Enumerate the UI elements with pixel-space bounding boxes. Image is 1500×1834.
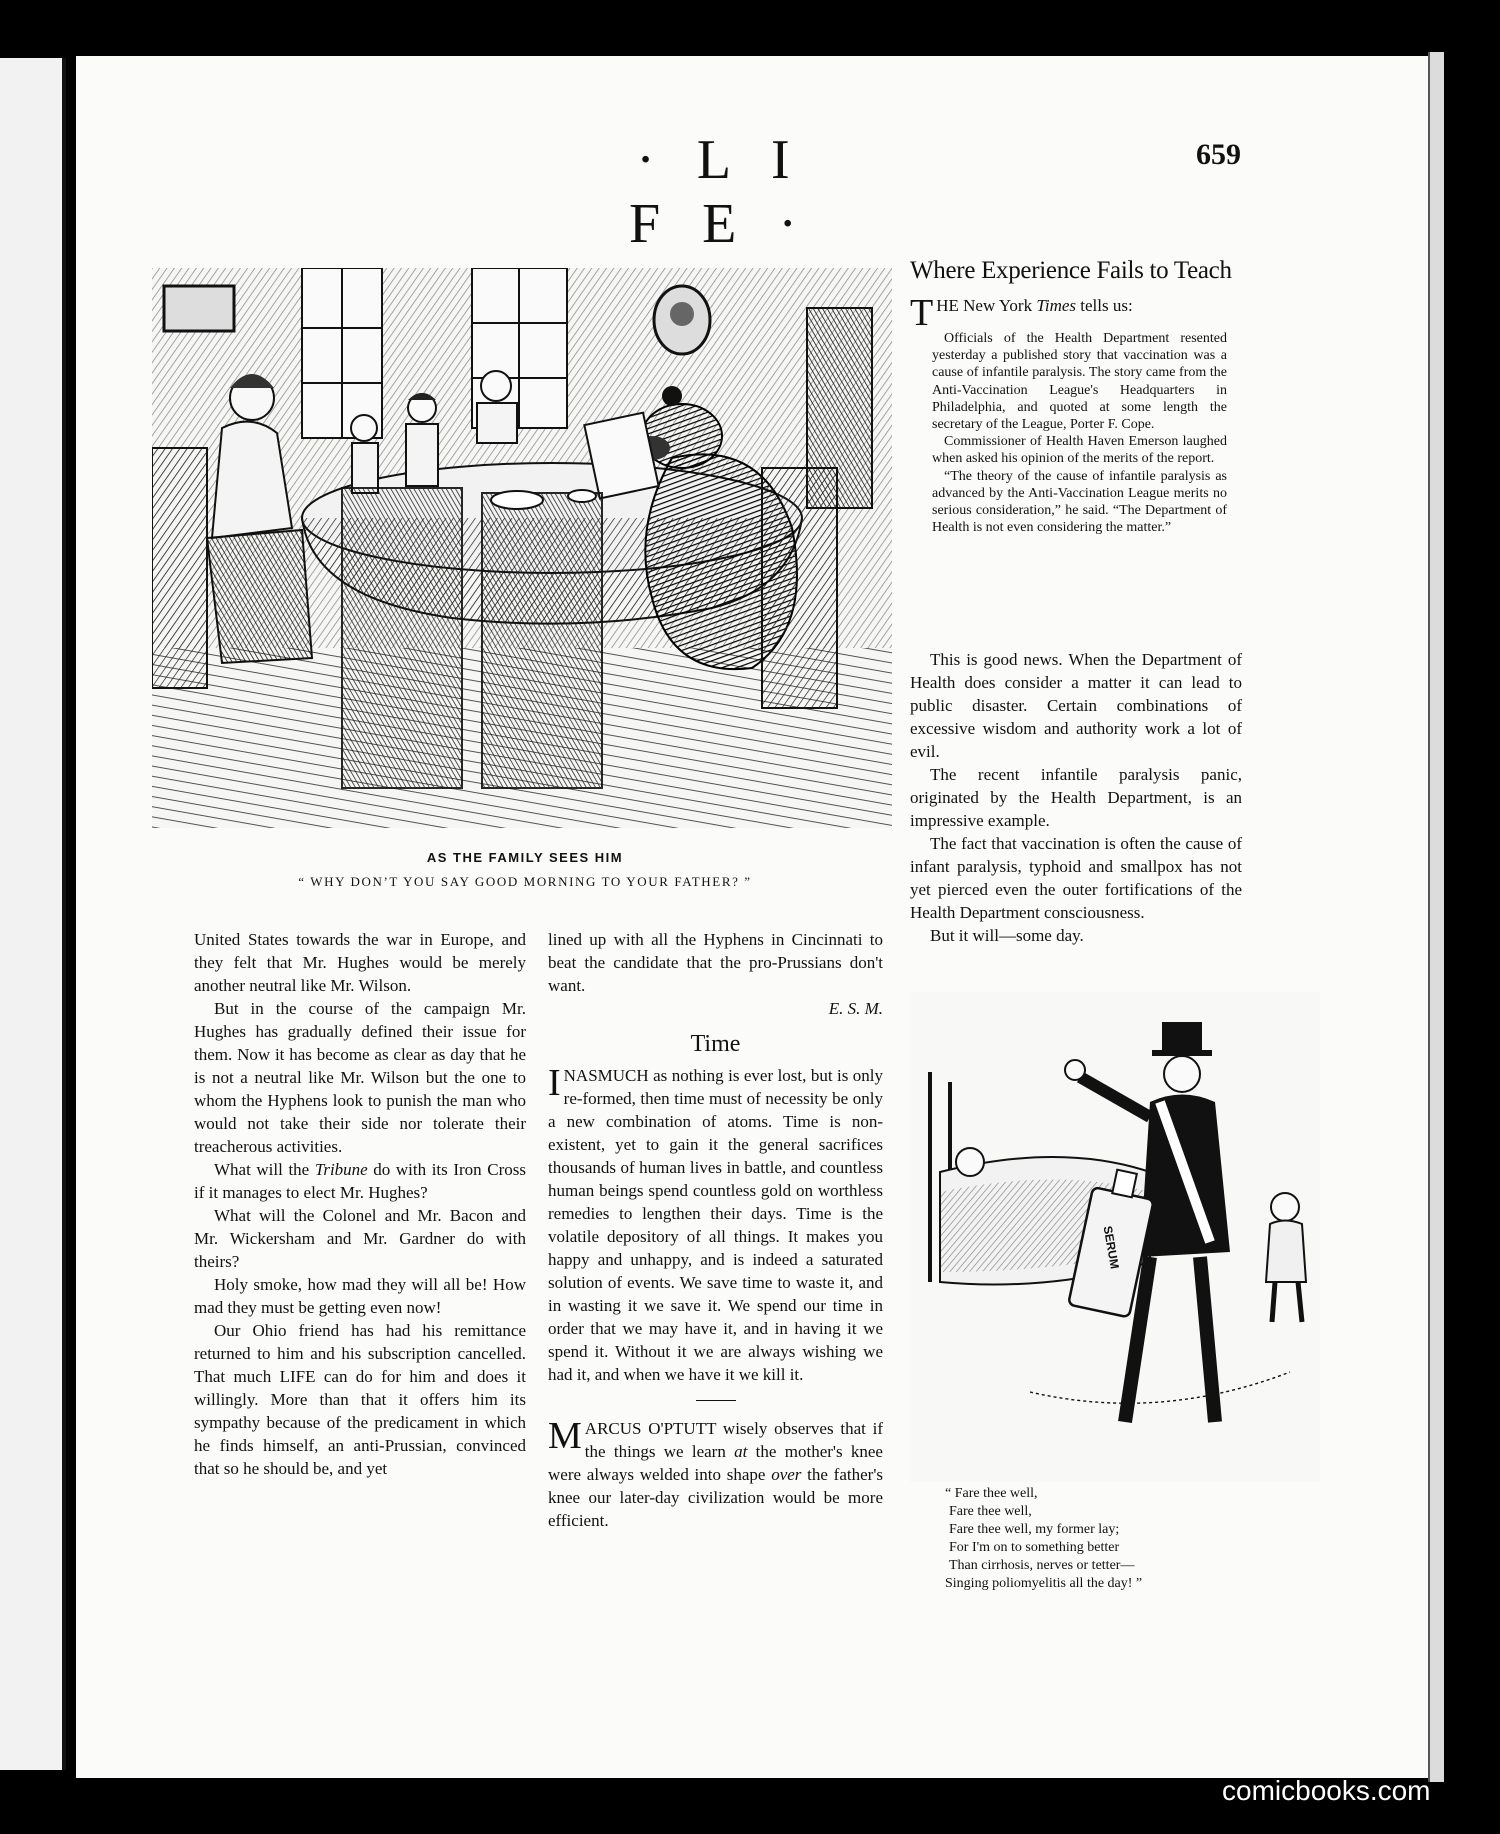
serum-drawing bbox=[910, 992, 1320, 1482]
quote-paragraph: Commissioner of Health Haven Emerson laughed when asked his opinion of the merits of the report. bbox=[932, 434, 1227, 467]
page-number: 659 bbox=[1196, 138, 1241, 171]
time-heading: Time bbox=[690, 1031, 741, 1057]
poem-line: Than cirrhosis, nerves or tetter— bbox=[949, 1558, 1135, 1573]
col2-paragraph: lined up with all the Hyphens in Cincinnati to beat the candidate that the pro-Prussians don't want. bbox=[548, 930, 883, 995]
col1-paragraph: United States towards the war in Europe, and they felt that Mr. Hughes would be merely another neutral like Mr. Wilson. bbox=[194, 930, 526, 995]
col3-paragraph: This is good news. When the Department of Health does consider a matter it can lead to public disaster. Certain combinations of excessive wisdom and authority work a lot of evil. bbox=[910, 650, 1242, 761]
col1-paragraph: Holy smoke, how mad they will all be! How mad they must be getting even now! bbox=[194, 1275, 526, 1317]
poem-line: For I'm on to something better bbox=[949, 1540, 1120, 1555]
column-2 bbox=[548, 928, 883, 1532]
poem-line: “ Fare thee well, bbox=[945, 1486, 1038, 1501]
serum-label: SERUM bbox=[1100, 1224, 1122, 1270]
drop-cap: M bbox=[548, 1415, 582, 1457]
masthead: · L I F E · bbox=[629, 129, 811, 255]
editorial-signature: E. S. M. bbox=[828, 999, 883, 1018]
quote-paragraph: “The theory of the cause of infantile paralysis as advanced by the Anti-Vaccination League merits no serious consideration,” he said. “The Department of Health is not even considering the matter.” bbox=[932, 468, 1227, 536]
column-1 bbox=[194, 928, 526, 1480]
section-divider bbox=[696, 1400, 736, 1401]
drop-cap: T bbox=[910, 292, 934, 334]
site-watermark: comicbooks.com bbox=[1222, 1775, 1431, 1806]
drop-cap: I bbox=[548, 1062, 561, 1104]
poem-line: Fare thee well, my former lay; bbox=[949, 1522, 1120, 1537]
cartoon-caption-title: AS THE FAMILY SEES HIM bbox=[426, 850, 624, 865]
col3-paragraph: The fact that vaccination is often the cause of infant paralysis, typhoid and smallpox has not yet pierced even the outer fortifications of the Health Department consciousness. bbox=[910, 834, 1242, 922]
serum-cartoon bbox=[910, 992, 1320, 1482]
newspaper-quote bbox=[932, 330, 1227, 536]
time-article: INASMUCH as nothing is ever lost, but is only re-formed, then time must of necessity be only a new combination of atoms. Time is non-existent, yet to gain it the general sacrifices thousands of human lives in battle, and countless human beings spend countless gold on worthless remedies to lengthen their days. Time is the volatile depository of all things. It makes you happy and unhappy, and is indeed a saturated solution of events. We save time to waste it, and in wasting it we save it. We spend our time in order that we may have it, and in having it we spend it. Without it we are always wishing we had it, and when we have it we kill it. bbox=[548, 1062, 883, 1384]
column-3 bbox=[910, 648, 1242, 947]
col1-paragraph: But in the course of the campaign Mr. Hughes has gradually defined their issue for them. Now it has become as clear as day that he is not a neutral like Mr. Wilson but the one to whom the Hyphens look to punish the man who would not take their side nor tolerate their treacherous activities. bbox=[194, 999, 526, 1156]
serum-poem bbox=[945, 1485, 1245, 1593]
poem-line: Fare thee well, bbox=[949, 1504, 1032, 1519]
col1-paragraph: Our Ohio friend has had his remittance returned to him and his subscription cancelled. That much LIFE can do for him and does it willingly. More than that it offers him its sympathy because of the predicament in which he finds himself, an anti-Prussian, convinced that so he should be, and yet bbox=[194, 1321, 526, 1478]
cartoon-caption-quote: “ WHY DON’T YOU SAY GOOD MORNING TO YOUR FATHER? ” bbox=[298, 874, 752, 889]
facing-page-edge bbox=[0, 58, 66, 1770]
col1-paragraph: What will the Tribune do with its Iron Cross if it manages to elect Mr. Hughes? bbox=[194, 1160, 527, 1202]
col3-paragraph: The recent infantile paralysis panic, originated by the Health Department, is an impressive example. bbox=[910, 765, 1242, 830]
col3-paragraph: But it will—some day. bbox=[930, 926, 1084, 945]
quote-paragraph: Officials of the Health Department resented yesterday a published story that vaccination was a cause of infantile paralysis. The story came from the Anti-Vaccination League's Headquarters in Philadelphia, and quoted at some length the secretary of the League, Porter F. Cope. bbox=[932, 331, 1227, 433]
article-heading: Where Experience Fails to Teach bbox=[910, 257, 1232, 284]
poem-line: Singing poliomyelitis all the day! ” bbox=[945, 1576, 1143, 1591]
marcus-paragraph: MARCUS O'PTUTT wisely observes that if the things we learn at the mother's knee were always welded into shape over the father's knee our later-day civilization would be more efficient. bbox=[548, 1415, 883, 1530]
family-bear-drawing bbox=[152, 268, 892, 828]
family-bear-cartoon bbox=[152, 268, 892, 828]
article-lead: THE New York Times tells us: bbox=[910, 292, 1133, 334]
col1-paragraph: What will the Colonel and Mr. Bacon and Mr. Wickersham and Mr. Gardner do with theirs? bbox=[194, 1206, 526, 1271]
page-edge bbox=[1428, 52, 1444, 1782]
